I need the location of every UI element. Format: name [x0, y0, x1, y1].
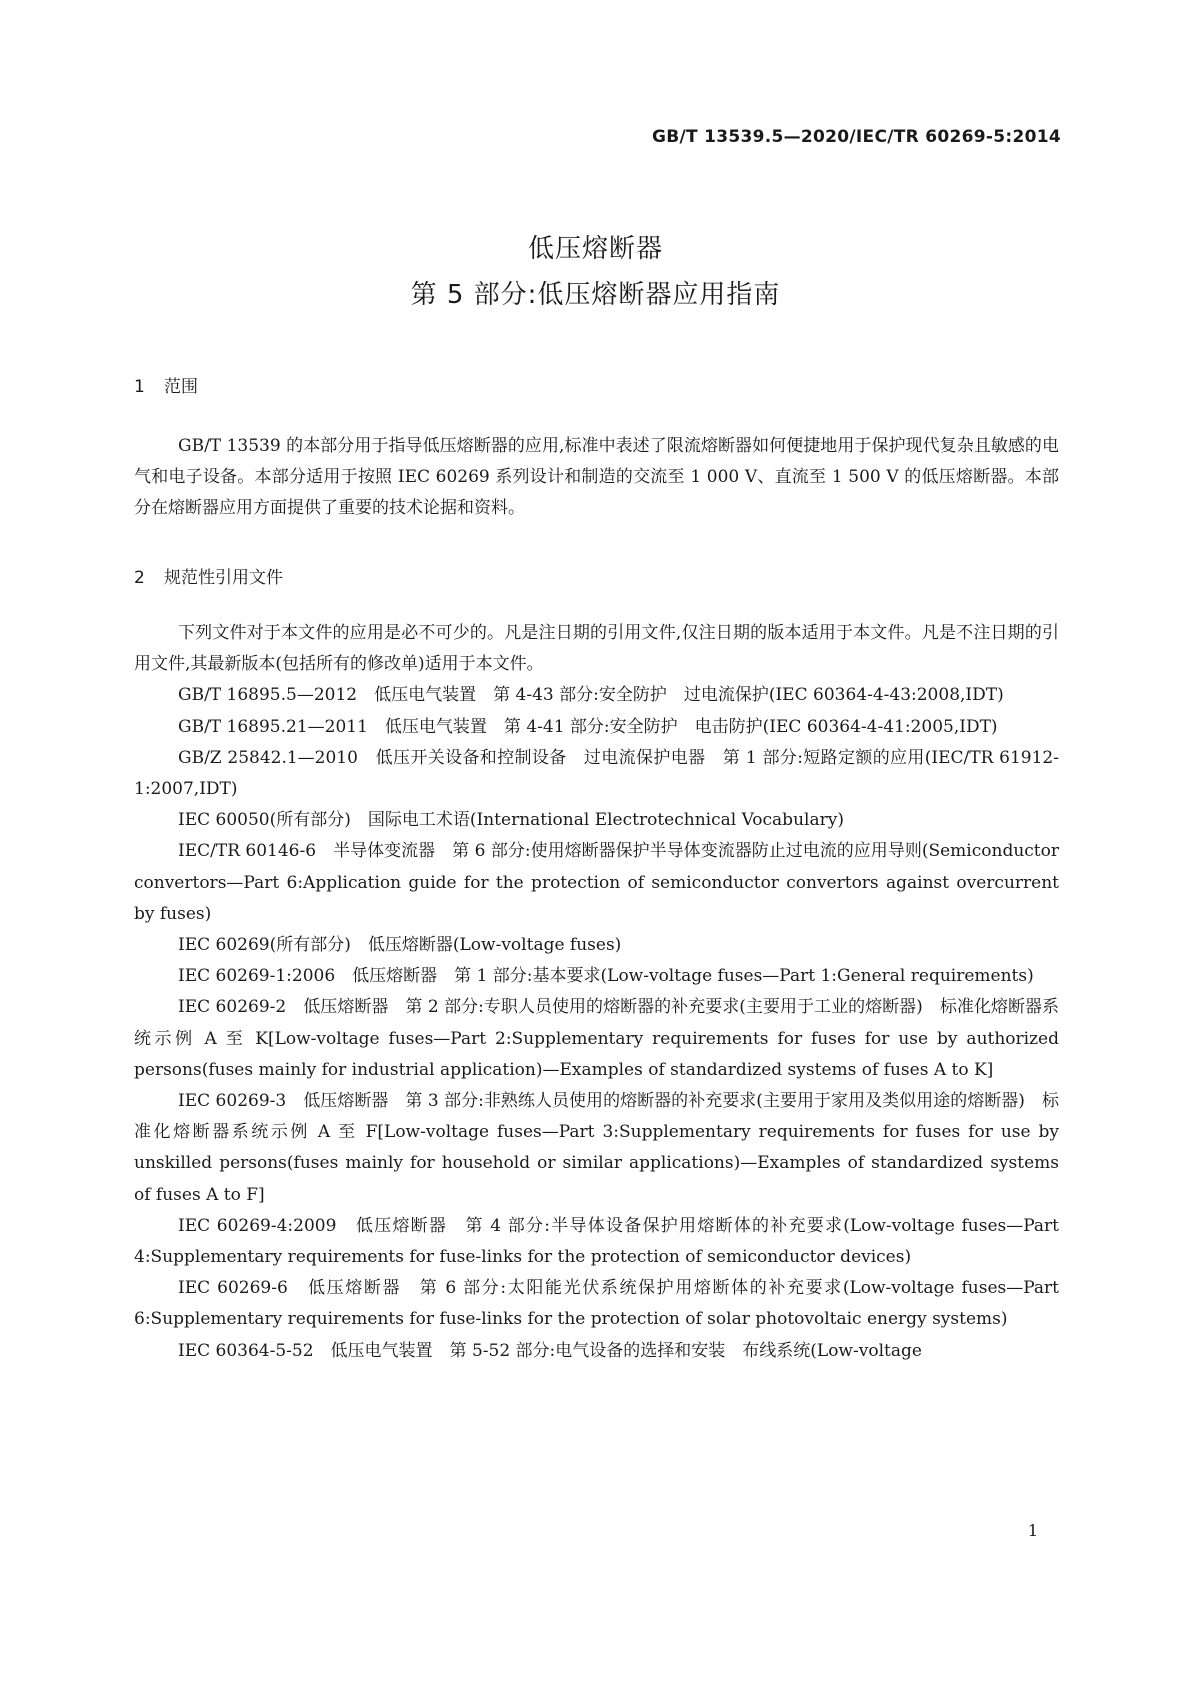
reference-entry: IEC 60364-5-52 低压电气装置 第 5-52 部分:电气设备的选择和安装 布线系统(Low-voltage: [178, 1340, 922, 1361]
reference-entry: GB/T 16895.21—2011 低压电气装置 第 4-41 部分:安全防护 电击防护(IEC 60364-4-41:2005,IDT): [178, 716, 998, 737]
reference-entry: IEC 60050(所有部分) 国际电工术语(International Electrotechnical Vocabulary): [178, 810, 844, 831]
section-title: 范围: [164, 377, 198, 397]
document-title: 低压熔断器: [527, 234, 663, 264]
section-title: 规范性引用文件: [164, 568, 283, 588]
reference-entry: IEC 60269-3 低压熔断器 第 3 部分:非熟练人员使用的熔断器的补充要求(主要用于家用及类似用途的熔断器) 标准化熔断器系统示例 A 至 F[Low-voltage fuses—Part 3:Supplementary requirements for fuses for use by unskilled persons(fuses mainly for household or similar applications)—Examples of standardized systems of fuses A to F]: [134, 1091, 1059, 1205]
section-2-heading: [134, 563, 283, 588]
reference-entry: GB/T 16895.5—2012 低压电气装置 第 4-43 部分:安全防护 过电流保护(IEC 60364-4-43:2008,IDT): [178, 685, 1004, 706]
reference-entry: GB/Z 25842.1—2010 低压开关设备和控制设备 过电流保护电器 第 1 部分:短路定额的应用(IEC/TR 61912-1:2007,IDT): [134, 747, 1059, 800]
reference-entry: IEC 60269-2 低压熔断器 第 2 部分:专职人员使用的熔断器的补充要求(主要用于工业的熔断器) 标准化熔断器系统示例 A 至 K[Low-voltage fuses—Part 2:Supplementary requirements for fuses for use by authorized persons(fuses mainly for industrial application)—Examples of standardized systems of fuses A to K]: [134, 997, 1059, 1080]
reference-entry: IEC 60269-4:2009 低压熔断器 第 4 部分:半导体设备保护用熔断体的补充要求(Low-voltage fuses—Part 4:Supplementary requirements for fuse-links for the protection of semiconductor devices): [134, 1215, 1059, 1268]
document-subtitle: 第 5 部分:低压熔断器应用指南: [410, 280, 781, 310]
reference-entry: IEC 60269-1:2006 低压熔断器 第 1 部分:基本要求(Low-voltage fuses—Part 1:General requirements): [178, 966, 1034, 987]
section-number: 1: [134, 377, 145, 397]
section-1-body: [134, 431, 1059, 525]
document-header: GB/T 13539.5—2020/IEC/TR 60269-5:2014: [651, 127, 1061, 147]
section-number: 2: [134, 568, 145, 588]
page-number: 1: [1027, 1521, 1038, 1540]
reference-entry: IEC 60269(所有部分) 低压熔断器(Low-voltage fuses): [178, 935, 622, 956]
reference-entry: IEC 60269-6 低压熔断器 第 6 部分:太阳能光伏系统保护用熔断体的补充要求(Low-voltage fuses—Part 6:Supplementary requirements for fuse-links for the protection of solar photovoltaic energy systems): [134, 1278, 1059, 1330]
paragraph: GB/T 13539 的本部分用于指导低压熔断器的应用,标准中表述了限流熔断器如何便捷地用于保护现代复杂且敏感的电气和电子设备。本部分适用于按照 IEC 60269 系列设计和制造的交流至 1 000 V、直流至 1 500 V 的低压熔断器。本部分在熔断器应用方面提供了重要的技术论据和资料。: [134, 436, 1059, 519]
section-2-body: [134, 618, 1059, 1367]
paragraph: 下列文件对于本文件的应用是必不可少的。凡是注日期的引用文件,仅注日期的版本适用于本文件。凡是不注日期的引用文件,其最新版本(包括所有的修改单)适用于本文件。: [134, 623, 1059, 675]
section-1-heading: [134, 372, 198, 397]
reference-entry: IEC/TR 60146-6 半导体变流器 第 6 部分:使用熔断器保护半导体变流器防止过电流的应用导则(Semiconductor convertors—Part 6:Application guide for the protection of semiconductor convertors against overcurrent by fuses): [134, 841, 1059, 924]
